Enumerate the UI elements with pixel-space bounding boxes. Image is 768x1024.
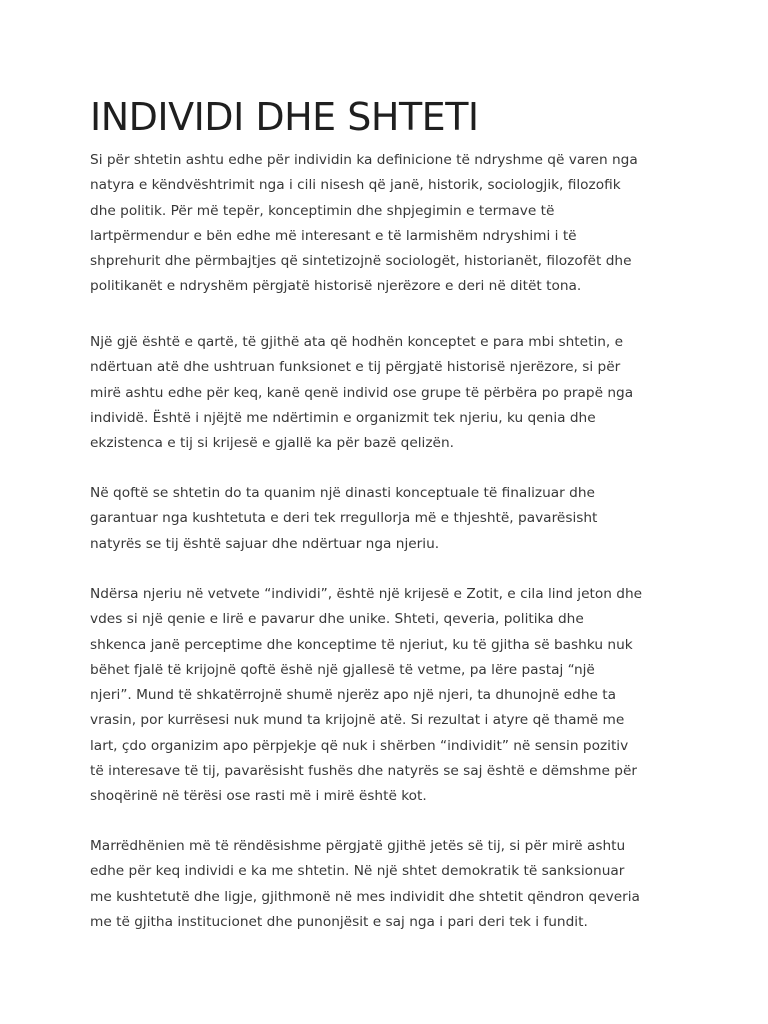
paragraph-line: Ndërsa njeriu në vetvete “individi”, është një krijesë e Zotit, e cila lind jeton dhe [90, 586, 643, 602]
paragraph-line: ekzistenca e tij si krijesë e gjallë ka për bazë qelizën. [90, 435, 454, 452]
paragraph-line: shkenca janë perceptime dhe konceptime të njeriut, ku të gjitha së bashku nuk [90, 636, 633, 653]
paragraph-line: natyra e këndvështrimit nga i cili nisesh që janë, historik, sociologjik, filozofik [90, 177, 621, 194]
paragraph-line: lart, çdo organizim apo përpjekje që nuk i shërben “individit” në sensin pozitiv [90, 737, 629, 754]
paragraph-line: mirë ashtu edhe për keq, kanë qenë individ ose grupe të përbëra po prapë nga [90, 384, 634, 401]
paragraph-line: të interesave të tij, pavarësisht fushës dhe natyrës se saj është e dëmshme për [90, 763, 638, 780]
paragraph-line: edhe për keq individi e ka me shtetin. Në një shtet demokratik të sanksionuar [90, 863, 625, 880]
paragraph-line: Marrëdhënien më të rëndësishme përgjatë gjithë jetës së tij, si për mirë ashtu [90, 838, 626, 854]
paragraph-line: individë. Është i njëjtë me ndërtimin e organizmit tek njeriu, ku qenia dhe [90, 409, 596, 426]
paragraph-line: shprehurit dhe përmbajtjes që sintetizojnë sociologët, historianët, filozofët dhe [90, 253, 632, 270]
paragraph-3 [90, 481, 740, 557]
paragraph-line: garantuar nga kushtetuta e deri tek rregullorja më e thjeshtë, pavarësisht [90, 510, 598, 527]
paragraph-line: Si për shtetin ashtu edhe për individin ka definicione të ndryshme që varen nga [90, 152, 638, 168]
paragraph-line: vrasin, por kurrësesi nuk mund ta krijojnë atë. Si rezultat i atyre që thamë me [90, 712, 625, 729]
paragraph-line: shoqërinë në tërësi ose rasti më i mirë është kot. [90, 788, 427, 805]
paragraph-line: ndërtuan atë dhe ushtruan funksionet e tij përgjatë historisë njerëzore, si për [90, 359, 621, 376]
paragraph-1 [90, 148, 740, 300]
paragraph-line: njeri”. Mund të shkatërrojnë shumë njerëz apo një njeri, ta dhunojnë edhe ta [90, 687, 617, 704]
paragraph-line: me kushtetutë dhe ligje, gjithmonë në mes individit dhe shtetit qëndron qeveria [90, 888, 640, 905]
paragraph-line: natyrës se tij është sajuar dhe ndërtuar nga njeriu. [90, 535, 440, 552]
document-title: INDIVIDI DHE SHTETI [90, 95, 479, 139]
paragraph-line: Një gjë është e qartë, të gjithë ata që hodhën konceptet e para mbi shtetin, e [90, 334, 624, 350]
paragraph-2 [90, 330, 740, 456]
paragraph-line: me të gjitha institucionet dhe punonjësit e saj nga i pari deri tek i fundit. [90, 913, 588, 930]
paragraph-5 [90, 834, 740, 935]
paragraph-4 [90, 582, 740, 810]
paragraph-line: bëhet fjalë të krijojnë qoftë ëshë një gjallesë të vetme, pa lëre pastaj “një [90, 661, 595, 678]
paragraph-line: vdes si një qenie e lirë e pavarur dhe unike. Shteti, qeveria, politika dhe [90, 611, 584, 628]
paragraph-line: dhe politik. Për më tepër, konceptimin dhe shpjegimin e termave të [90, 202, 555, 219]
paragraph-line: Në qoftë se shtetin do ta quanim një dinasti konceptuale të finalizuar dhe [90, 485, 595, 501]
paragraph-line: politikanët e ndryshëm përgjatë historisë njerëzore e deri në ditët tona. [90, 278, 582, 295]
paragraph-line: lartpërmendur e bën edhe më interesant e të larmishëm ndryshimi i të [90, 227, 577, 244]
